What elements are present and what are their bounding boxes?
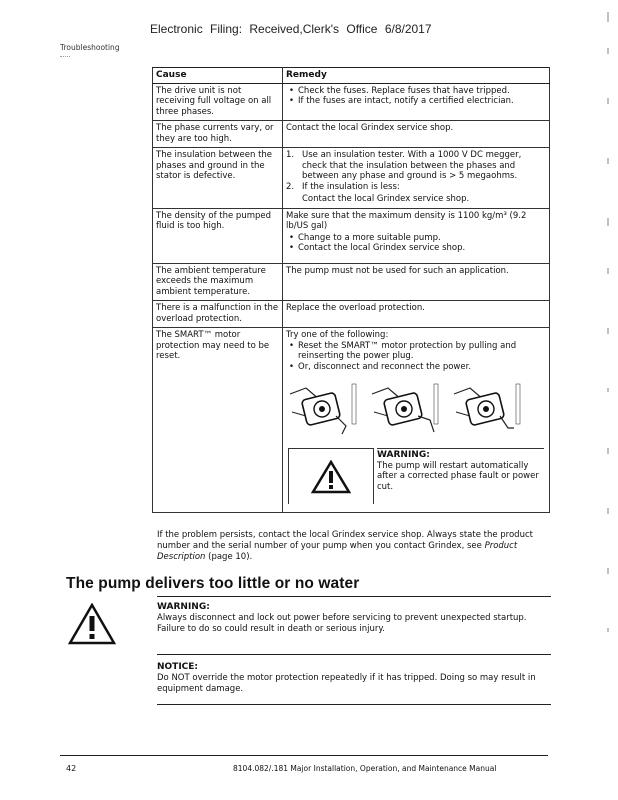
remedy-bullet: • Reset the SMART™ motor protection by pulling and reinserting the power plug. [286,341,546,362]
cause-cell: The density of the pumped fluid is too high. [153,208,283,263]
restart-warning [288,448,546,504]
warning-title: WARNING: [157,602,210,612]
remedy-cell: The pump must not be used for such an application. [283,263,550,301]
product-description-link[interactable]: Product Description [157,541,518,562]
cause-cell: The ambient temperature exceeds the maximum ambient temperature. [153,263,283,301]
motor-unit-illustration [368,376,446,442]
remedy-intro: Try one of the following: [286,330,389,340]
step-text: Use an insulation tester. With a 1000 V DC megger, check that the insulation between the phases and between any phase and ground is > 5 megaohms. [302,150,522,181]
footer-doc-title: 8104.082/.181 Major Installation, Operation, and Maintenance Manual [233,764,497,773]
remedy-bullet: • Or, disconnect and reconnect the power. [286,362,546,373]
table-row [153,121,550,148]
cause-cell: The drive unit is not receiving full voltage on all three phases. [153,83,283,121]
remedy-step [286,182,546,193]
warning-triangle-icon [288,448,374,504]
remedy-step [286,150,546,182]
remedy-intro: Make sure that the maximum density is 1100 kg/m³ (9.2 lb/US gal) [286,210,527,231]
step-number: 2. [286,181,295,192]
notice-text: Do NOT override the motor protection repeatedly if it has tripped. Doing so may result in equipment damage. [157,673,536,694]
motor-unit-illustration [450,376,528,442]
cause-cell: The insulation between the phases and ground in the stator is defective. [153,148,283,209]
table-row [153,328,550,508]
step-text: If the insulation is less: [302,181,400,192]
section-label: Troubleshooting [60,43,120,52]
table-row [153,263,550,301]
page-number: 42 [66,764,77,773]
contact-text: If the problem persists, contact the local Grindex service shop. Always state the product number and the serial number of your pump when you contact Grindex, see [157,530,533,551]
warning-text: The pump will restart automatically after a corrected phase fault or power cut. [377,460,539,492]
section-rule [60,56,70,57]
remedy-cell: Contact the local Grindex service shop. [283,121,550,148]
remedy-substep: Contact the local Grindex service shop. [302,194,470,204]
cause-cell: The SMART™ motor protection may need to be reset. [153,328,283,508]
remedy-bullet: • If the fuses are intact, notify a certified electrician. [286,96,546,107]
cause-cell: There is a malfunction in the overload protection. [153,301,283,328]
table-row [153,208,550,263]
contact-paragraph [157,530,549,563]
table-row [153,83,550,121]
cause-cell: The phase currents vary, or they are too high. [153,121,283,148]
remedy-cell [283,148,550,209]
warning-title: WARNING: [377,448,544,461]
table-row [153,148,550,209]
contact-suffix: (page 10). [208,552,253,562]
heading-rule [157,596,551,597]
header-cause: Cause [153,68,283,84]
servicing-warning [157,602,551,635]
warning-rule [157,654,551,655]
table-row [153,301,550,328]
motor-unit-illustration [286,376,364,442]
filing-stamp: Electronic Filing: Received,Clerk's Office 6/8/2017 [150,22,432,36]
section-heading: The pump delivers too little or no water [66,575,360,592]
warning-triangle-icon [68,603,116,649]
header-remedy: Remedy [283,68,550,84]
remedy-bullet: • Contact the local Grindex service shop. [286,243,546,254]
remedy-cell [283,208,550,263]
table-bottom-row [153,507,550,513]
notice [157,662,551,695]
notice-rule [157,704,551,705]
warning-text: Always disconnect and lock out power before servicing to prevent unexpected startup. Failure to do so could result in death or serious injury. [157,613,527,634]
table-header-row [153,68,550,84]
remedy-cell [283,83,550,121]
step-number: 1. [286,150,295,160]
motor-illustrations [286,376,546,442]
remedy-bullet: • Change to a more suitable pump. [286,233,546,244]
troubleshooting-table [152,67,550,513]
remedy-cell [283,328,550,508]
remedy-bullet: • Check the fuses. Replace fuses that have tripped. [286,86,546,97]
margin-scan-marks [604,8,612,708]
notice-title: NOTICE: [157,662,199,672]
remedy-cell: Replace the overload protection. [283,301,550,328]
footer-rule [60,755,548,756]
